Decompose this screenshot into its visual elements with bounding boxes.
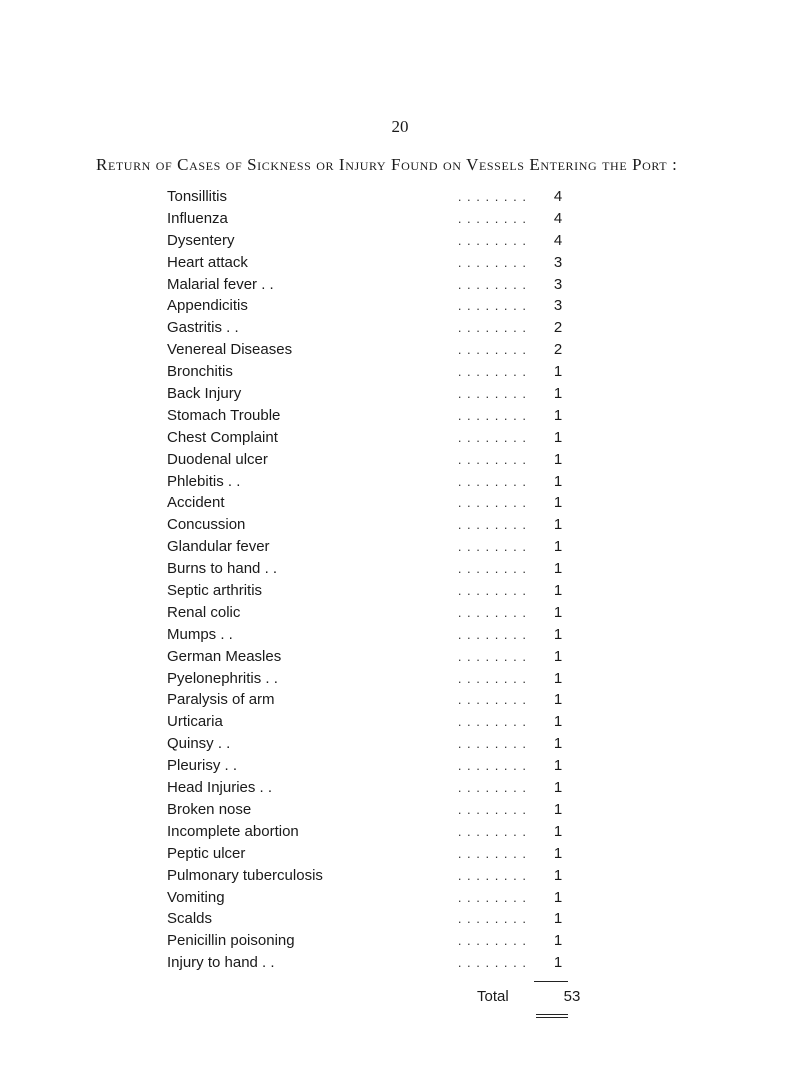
- table-row: [167, 274, 567, 296]
- leader-dots: . . . . . . . .: [457, 714, 527, 730]
- leader-dots: . . . . . . . .: [457, 604, 527, 620]
- table-row: [167, 427, 567, 449]
- table-row: [167, 733, 567, 755]
- case-count: 3: [553, 297, 563, 315]
- condition-name: Septic arthritis: [167, 580, 266, 602]
- table-row: [167, 646, 567, 668]
- leader-dots: . . . . . . . .: [457, 495, 527, 511]
- page-number: 20: [391, 117, 409, 136]
- leader-dots: . . . . . . . .: [457, 189, 527, 204]
- case-count: 1: [553, 428, 563, 446]
- leader-dots: . . . . . . . .: [457, 473, 527, 489]
- case-count: 1: [553, 800, 563, 818]
- condition-name: Malarial fever . .: [167, 274, 278, 296]
- table-row: [167, 799, 567, 821]
- leader-dots: . . . . . . . .: [457, 429, 527, 445]
- condition-name: Pleurisy . .: [167, 755, 241, 777]
- table-row: [167, 711, 567, 733]
- condition-name: Heart attack: [167, 252, 252, 274]
- total-rule-double-2: [536, 1017, 568, 1018]
- leader-dots: . . . . . . . .: [457, 626, 527, 642]
- case-count: 1: [553, 560, 563, 578]
- leader-dots: . . . . . . . .: [457, 276, 527, 292]
- condition-name: Duodenal ulcer: [167, 449, 272, 471]
- table-row: [167, 405, 567, 427]
- condition-name: Injury to hand . .: [167, 952, 279, 974]
- leader-dots: . . . . . . . .: [457, 845, 527, 861]
- condition-name: Appendicitis: [167, 295, 252, 317]
- table-row: [167, 887, 567, 909]
- condition-name: Chest Complaint: [167, 427, 282, 449]
- table-row: [167, 843, 567, 865]
- leader-dots: . . . . . . . .: [457, 232, 527, 248]
- total-rule-top: [534, 981, 568, 982]
- leader-dots: . . . . . . . .: [457, 692, 527, 708]
- table-row: [167, 624, 567, 646]
- table-row: [167, 930, 567, 952]
- case-count: 1: [553, 910, 563, 928]
- table-row: [167, 492, 567, 514]
- table-row: [167, 821, 567, 843]
- leader-dots: . . . . . . . .: [457, 561, 527, 577]
- cases-table: [167, 186, 567, 974]
- case-count: 1: [553, 472, 563, 490]
- table-row: [167, 186, 567, 208]
- leader-dots: . . . . . . . .: [457, 801, 527, 817]
- case-count: 1: [553, 669, 563, 687]
- case-count: 3: [553, 253, 563, 271]
- leader-dots: . . . . . . . .: [457, 320, 527, 336]
- leader-dots: . . . . . . . .: [457, 451, 527, 467]
- leader-dots: . . . . . . . .: [457, 583, 527, 599]
- table-row: [167, 536, 567, 558]
- table-row: [167, 668, 567, 690]
- condition-name: Pyelonephritis . .: [167, 668, 282, 690]
- table-row: [167, 908, 567, 930]
- case-count: 1: [553, 647, 563, 665]
- case-count: 3: [553, 275, 563, 293]
- condition-name: Paralysis of arm: [167, 689, 279, 711]
- condition-name: Quinsy . .: [167, 733, 234, 755]
- condition-name: Peptic ulcer: [167, 843, 249, 865]
- case-count: 1: [553, 757, 563, 775]
- table-row: [167, 361, 567, 383]
- leader-dots: . . . . . . . .: [457, 407, 527, 423]
- condition-name: Tonsillitis: [167, 186, 231, 208]
- table-row: [167, 471, 567, 493]
- condition-name: Vomiting: [167, 887, 229, 909]
- table-row: [167, 580, 567, 602]
- total-label: Total: [477, 988, 509, 1005]
- case-count: 1: [553, 363, 563, 381]
- condition-name: Incomplete abortion: [167, 821, 303, 843]
- case-count: 1: [553, 822, 563, 840]
- case-count: 1: [553, 691, 563, 709]
- condition-name: Accident: [167, 492, 229, 514]
- condition-name: Influenza: [167, 208, 232, 230]
- case-count: 1: [553, 450, 563, 468]
- table-row: [167, 317, 567, 339]
- table-row: [167, 295, 567, 317]
- leader-dots: . . . . . . . .: [457, 933, 527, 949]
- case-count: 1: [553, 516, 563, 534]
- table-row: [167, 755, 567, 777]
- case-count: 1: [553, 713, 563, 731]
- condition-name: Renal colic: [167, 602, 244, 624]
- leader-dots: . . . . . . . .: [457, 539, 527, 555]
- case-count: 1: [553, 779, 563, 797]
- table-row: [167, 208, 567, 230]
- condition-name: German Measles: [167, 646, 285, 668]
- leader-dots: . . . . . . . .: [457, 955, 527, 971]
- leader-dots: . . . . . . . .: [457, 889, 527, 905]
- condition-name: Dysentery: [167, 230, 239, 252]
- table-row: [167, 558, 567, 580]
- case-count: 4: [553, 188, 563, 205]
- table-row: [167, 383, 567, 405]
- case-count: 1: [553, 603, 563, 621]
- leader-dots: . . . . . . . .: [457, 867, 527, 883]
- case-count: 1: [553, 494, 563, 512]
- condition-name: Burns to hand . .: [167, 558, 281, 580]
- page-heading: Return of Cases of Sickness or Injury Found on Vessels Entering the Port :: [96, 155, 678, 174]
- condition-name: Mumps . .: [167, 624, 237, 646]
- condition-name: Glandular fever: [167, 536, 274, 558]
- case-count: 1: [553, 735, 563, 753]
- condition-name: Broken nose: [167, 799, 255, 821]
- case-count: 2: [553, 319, 563, 337]
- leader-dots: . . . . . . . .: [457, 364, 527, 380]
- leader-dots: . . . . . . . .: [457, 911, 527, 927]
- total-rule-double-1: [536, 1014, 568, 1015]
- case-count: 1: [553, 866, 563, 884]
- leader-dots: . . . . . . . .: [457, 517, 527, 533]
- leader-dots: . . . . . . . .: [457, 342, 527, 358]
- table-row: [167, 689, 567, 711]
- leader-dots: . . . . . . . .: [457, 780, 527, 796]
- case-count: 1: [553, 582, 563, 600]
- condition-name: Phlebitis . .: [167, 471, 244, 493]
- table-row: [167, 230, 567, 252]
- case-count: 1: [553, 888, 563, 906]
- condition-name: Venereal Diseases: [167, 339, 296, 361]
- case-count: 4: [553, 209, 563, 227]
- condition-name: Gastritis . .: [167, 317, 243, 339]
- leader-dots: . . . . . . . .: [457, 670, 527, 686]
- condition-name: Pulmonary tuberculosis: [167, 865, 327, 887]
- table-row: [167, 514, 567, 536]
- table-row: [167, 952, 567, 974]
- case-count: 1: [553, 385, 563, 403]
- case-count: 1: [553, 406, 563, 424]
- condition-name: Bronchitis: [167, 361, 237, 383]
- case-count: 4: [553, 231, 563, 249]
- table-row: [167, 252, 567, 274]
- leader-dots: . . . . . . . .: [457, 298, 527, 314]
- leader-dots: . . . . . . . .: [457, 648, 527, 664]
- condition-name: Penicillin poisoning: [167, 930, 299, 952]
- leader-dots: . . . . . . . .: [457, 736, 527, 752]
- condition-name: Concussion: [167, 514, 249, 536]
- table-row: [167, 865, 567, 887]
- case-count: 1: [553, 932, 563, 950]
- case-count: 1: [553, 625, 563, 643]
- table-row: [167, 602, 567, 624]
- condition-name: Urticaria: [167, 711, 227, 733]
- table-row: [167, 449, 567, 471]
- case-count: 1: [553, 954, 563, 972]
- condition-name: Back Injury: [167, 383, 245, 405]
- leader-dots: . . . . . . . .: [457, 210, 527, 226]
- case-count: 1: [553, 844, 563, 862]
- table-row: [167, 777, 567, 799]
- condition-name: Scalds: [167, 908, 216, 930]
- leader-dots: . . . . . . . .: [457, 386, 527, 402]
- case-count: 1: [553, 538, 563, 556]
- table-row: [167, 339, 567, 361]
- leader-dots: . . . . . . . .: [457, 758, 527, 774]
- leader-dots: . . . . . . . .: [457, 254, 527, 270]
- condition-name: Head Injuries . .: [167, 777, 276, 799]
- total-value: 53: [563, 988, 581, 1005]
- leader-dots: . . . . . . . .: [457, 823, 527, 839]
- condition-name: Stomach Trouble: [167, 405, 284, 427]
- case-count: 2: [553, 341, 563, 359]
